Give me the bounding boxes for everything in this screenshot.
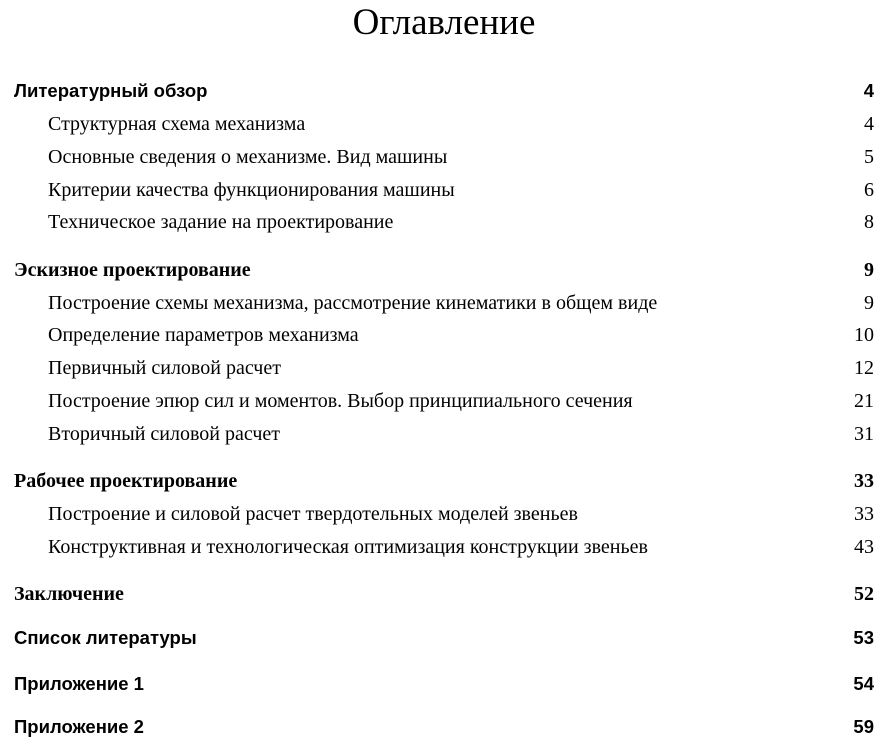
toc-page-number: 10 (854, 324, 874, 346)
toc-subsection-entry[interactable] (0, 209, 888, 235)
toc-subsection-entry[interactable] (0, 421, 888, 447)
toc-entry-label: Конструктивная и технологическая оптимизация конструкции звеньев (48, 536, 648, 558)
toc-subsection-entry[interactable] (0, 355, 888, 381)
toc-page-number: 4 (863, 80, 874, 101)
toc-entry-label: Эскизное проектирование (14, 259, 251, 281)
toc-subsection-entry[interactable] (0, 144, 888, 170)
toc-page-number: 43 (854, 536, 874, 558)
toc-entry-label: Критерии качества функционирования машины (48, 179, 455, 201)
toc-page-number: 9 (864, 259, 874, 281)
toc-entry-label: Список литературы (14, 627, 197, 648)
toc-entry-label: Структурная схема механизма (48, 113, 306, 135)
toc-subsection-entry[interactable] (0, 322, 888, 348)
toc-subsection-entry[interactable] (0, 534, 888, 560)
toc-subsection-entry[interactable] (0, 290, 888, 316)
toc-entry-label: Приложение 2 (14, 716, 144, 737)
toc-entry-label: Построение и силовой расчет твердотельных моделей звеньев (48, 503, 578, 525)
toc-entry-label: Литературный обзор (14, 80, 208, 101)
toc-page-number: 54 (853, 673, 874, 694)
toc-page-number: 53 (853, 627, 874, 648)
toc-section-entry[interactable] (0, 625, 888, 651)
toc-page-number: 59 (853, 716, 874, 737)
toc-entry-label: Первичный силовой расчет (48, 357, 281, 379)
toc-page-number: 4 (864, 113, 874, 135)
toc-section-entry[interactable] (0, 468, 888, 494)
toc-entry-label: Построение схемы механизма, рассмотрение кинематики в общем виде (48, 292, 658, 314)
toc-section-entry[interactable] (0, 671, 888, 697)
toc-entry-label: Построение эпюр сил и моментов. Выбор принципиального сечения (48, 390, 633, 412)
toc-page-number: 12 (854, 357, 874, 379)
toc-page-number: 33 (854, 503, 874, 525)
toc-page-number: 52 (854, 583, 874, 605)
toc-entry-label: Приложение 1 (14, 673, 144, 694)
toc-entry-label: Определение параметров механизма (48, 324, 359, 346)
toc-page-number: 5 (864, 146, 874, 168)
toc-entry-label: Вторичный силовой расчет (48, 423, 281, 445)
toc-entry-label: Техническое задание на проектирование (48, 211, 394, 233)
toc-page-number: 9 (864, 292, 874, 314)
toc-title: Оглавление (352, 2, 536, 43)
toc-section-entry[interactable] (0, 78, 888, 104)
toc-entry-label: Рабочее проектирование (14, 470, 238, 492)
toc-section-entry[interactable] (0, 257, 888, 283)
toc-page-number: 6 (864, 179, 874, 201)
toc-page-number: 33 (854, 470, 874, 492)
toc-page-number: 31 (854, 423, 874, 445)
toc-section-entry[interactable] (0, 581, 888, 607)
toc-subsection-entry[interactable] (0, 501, 888, 527)
toc-subsection-entry[interactable] (0, 111, 888, 137)
toc-section-entry[interactable] (0, 714, 888, 740)
toc-subsection-entry[interactable] (0, 177, 888, 203)
toc-entry-label: Заключение (14, 583, 124, 605)
toc-page-number: 21 (854, 390, 874, 412)
toc-subsection-entry[interactable] (0, 388, 888, 414)
toc-entry-label: Основные сведения о механизме. Вид машины (48, 146, 448, 168)
toc-page-number: 8 (864, 211, 874, 233)
